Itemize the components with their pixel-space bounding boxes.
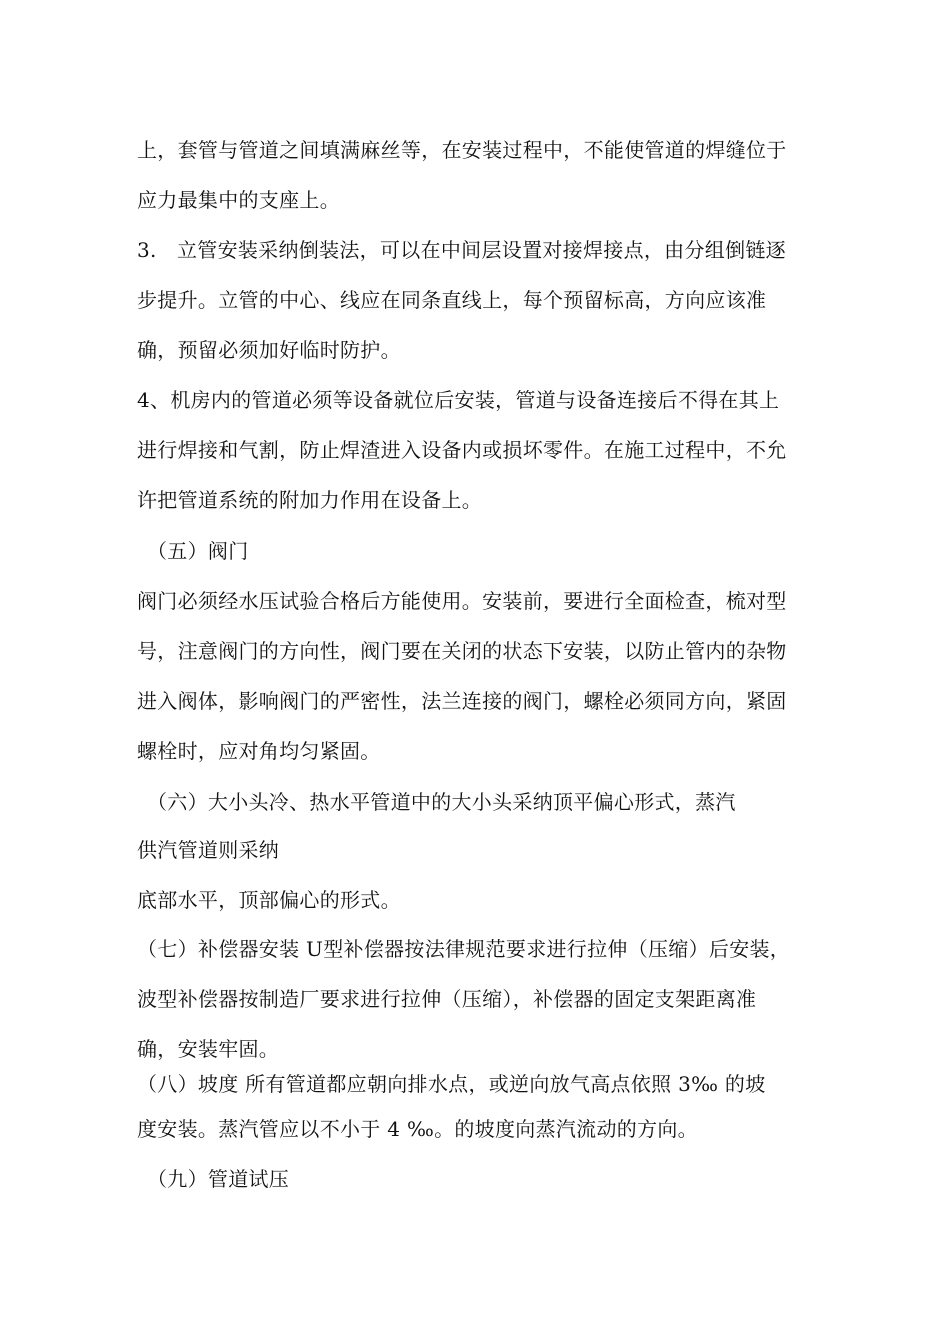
- text-line: 确，安装牢固。: [137, 1037, 280, 1061]
- text-line: 进入阀体，影响阀门的严密性，法兰连接的阀门，螺栓必须同方向，紧固: [137, 689, 787, 713]
- text-line: 步提升。立管的中心、线应在同条直线上，每个预留标高，方向应该准: [137, 288, 767, 312]
- text-line: （七）补偿器安装 U型补偿器按法律规范要求进行拉伸（压缩）后安装，: [137, 937, 791, 961]
- text-line: （八）坡度 所有管道都应朝向排水点，或逆向放气高点依照 3‰ 的坡: [137, 1072, 766, 1096]
- text-line: 供汽管道则采纳: [137, 838, 280, 862]
- text-line: 底部水平，顶部偏心的形式。: [137, 888, 401, 912]
- text-line: 应力最集中的支座上。: [137, 188, 340, 212]
- section-heading: （五）阀门: [147, 539, 249, 563]
- text-line: 螺栓时，应对角均匀紧固。: [137, 739, 381, 763]
- text-line: 阀门必须经水压试验合格后方能使用。安装前，要进行全面检查，梳对型: [137, 589, 787, 613]
- text-line: 确，预留必须加好临时防护。: [137, 338, 401, 362]
- section-heading: （九）管道试压: [147, 1167, 290, 1191]
- text-line: 上，套管与管道之间填满麻丝等，在安装过程中，不能使管道的焊缝位于: [137, 138, 787, 162]
- text-line: 3. 立管安装采纳倒装法，可以在中间层设置对接焊接点，由分组倒链逐: [137, 238, 786, 262]
- text-line: 号，注意阀门的方向性，阀门要在关闭的状态下安装，以防止管内的杂物: [137, 639, 787, 663]
- text-line: 波型补偿器按制造厂要求进行拉伸（压缩），补偿器的固定支架距离准: [137, 987, 757, 1011]
- text-line: 许把管道系统的附加力作用在设备上。: [137, 488, 483, 512]
- text-line: 进行焊接和气割，防止焊渣进入设备内或损坏零件。在施工过程中，不允: [137, 438, 787, 462]
- text-line: （六）大小头冷、热水平管道中的大小头采纳顶平偏心形式，蒸汽: [147, 790, 736, 814]
- text-line: 4、机房内的管道必须等设备就位后安装，管道与设备连接后不得在其上: [137, 388, 780, 412]
- text-line: 度安装。蒸汽管应以不小于 4 ‰。的坡度向蒸汽流动的方向。: [137, 1117, 698, 1141]
